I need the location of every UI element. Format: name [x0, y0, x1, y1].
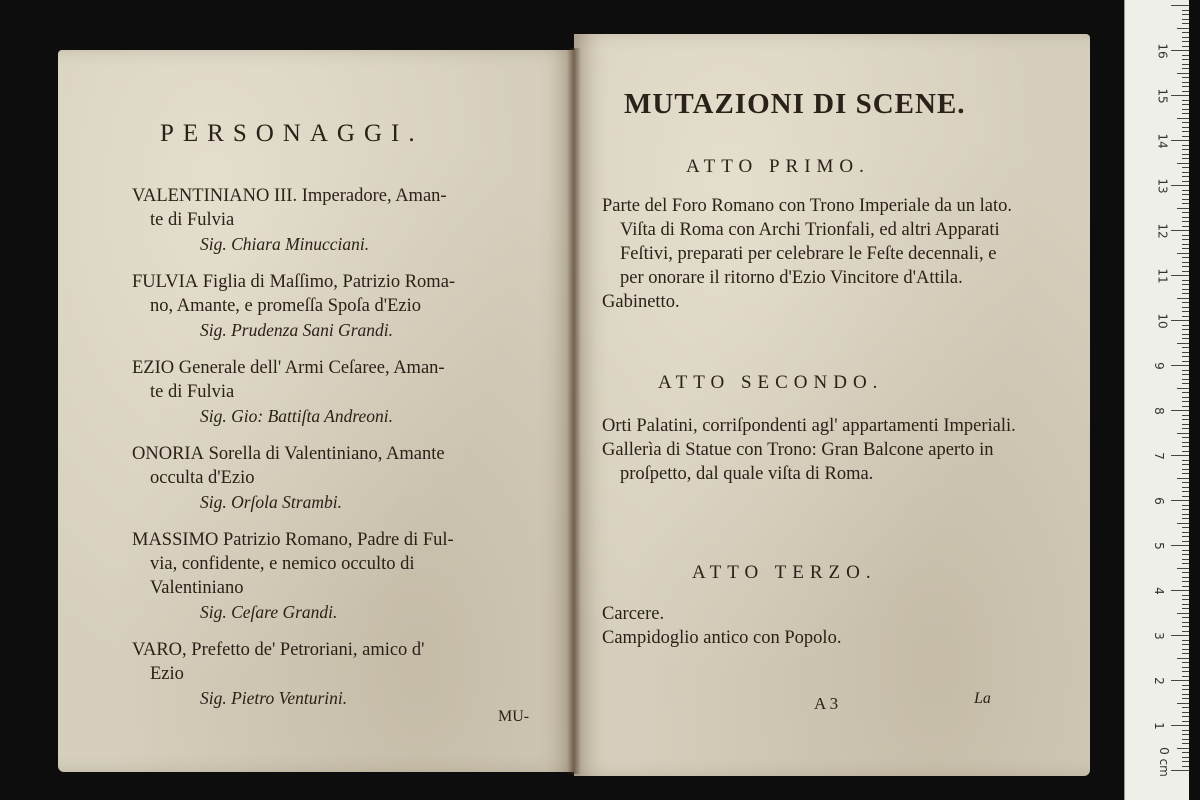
ruler-tick [1182, 541, 1189, 542]
ruler-tick [1182, 86, 1189, 87]
ruler-tick [1182, 460, 1189, 461]
ruler-tick [1182, 712, 1189, 713]
ruler-tick [1182, 640, 1189, 641]
ruler-tick [1182, 442, 1189, 443]
ruler-number: 11 [1155, 268, 1170, 284]
act-title-secondo: ATTO SECONDO. [658, 372, 884, 393]
character-description: Sorella di Valentiniano, Amante [203, 444, 445, 464]
ruler-tick [1182, 383, 1189, 384]
ruler-unit-label: 0 cm [1156, 747, 1171, 777]
ruler-tick [1171, 680, 1189, 681]
catchword: La [974, 690, 991, 707]
ruler-tick [1182, 752, 1189, 753]
ruler-tick [1182, 262, 1189, 263]
ruler-number: 2 [1151, 677, 1166, 685]
ruler-tick [1182, 698, 1189, 699]
ruler-tick [1182, 626, 1189, 627]
ruler-tick [1182, 739, 1189, 740]
ruler-tick [1182, 424, 1189, 425]
ruler-tick [1177, 28, 1189, 29]
act-title-primo: ATTO PRIMO. [686, 156, 870, 177]
ruler-tick [1182, 23, 1189, 24]
ruler-tick [1182, 235, 1189, 236]
character-description-cont: no, Amante, e promeſſa Spoſa d'Ezio [150, 296, 422, 316]
ruler-tick [1182, 685, 1189, 686]
ruler-tick [1182, 113, 1189, 114]
ruler-tick [1177, 703, 1189, 704]
ruler-tick [1182, 532, 1189, 533]
ruler-tick [1182, 464, 1189, 465]
ruler-tick [1182, 10, 1189, 11]
ruler-tick [1182, 496, 1189, 497]
ruler-tick [1182, 356, 1189, 357]
ruler-tick [1182, 244, 1189, 245]
ruler-tick [1182, 595, 1189, 596]
character-name: FULVIA [132, 272, 199, 292]
ruler-tick [1177, 433, 1189, 434]
ruler-tick [1177, 118, 1189, 119]
ruler-tick [1182, 374, 1189, 375]
ruler-tick [1182, 172, 1189, 173]
character-entry [132, 528, 552, 624]
ruler-tick [1182, 289, 1189, 290]
ruler-tick [1182, 599, 1189, 600]
character-description: Patrizio Romano, Padre di Ful- [218, 530, 454, 550]
ruler-tick [1182, 577, 1189, 578]
ruler-tick [1182, 338, 1189, 339]
ruler-tick [1182, 64, 1189, 65]
measurement-ruler [1124, 0, 1189, 800]
ruler-tick [1182, 316, 1189, 317]
ruler-tick [1182, 451, 1189, 452]
ruler-tick [1177, 658, 1189, 659]
ruler-tick [1182, 19, 1189, 20]
ruler-tick [1182, 766, 1189, 767]
page-heading-personaggi: PERSONAGGI. [160, 120, 424, 147]
right-page [574, 34, 1090, 776]
ruler-number: 14 [1155, 133, 1170, 149]
ruler-tick [1182, 586, 1189, 587]
ruler-tick [1182, 437, 1189, 438]
ruler-tick [1182, 617, 1189, 618]
ruler-tick [1177, 568, 1189, 569]
ruler-tick [1182, 131, 1189, 132]
ruler-tick [1182, 145, 1189, 146]
scene-description: Campidoglio antico con Popolo. [602, 628, 842, 648]
act-scenes-primo [602, 194, 1022, 314]
ruler-tick [1182, 676, 1189, 677]
scene-description: Parte del Foro Romano con Trono Imperiale da un lato. Viſta di Roma con Archi Trionfali, ed altri Apparati Feſtivi, preparati per celebrare le Feſte decennali, e per onorare il ritorno d'Ezio Vincitore d'Attila. [602, 196, 1013, 288]
scene-description: Carcere. [602, 604, 665, 624]
ruler-number: 13 [1155, 178, 1170, 194]
ruler-tick [1182, 154, 1189, 155]
ruler-tick [1182, 649, 1189, 650]
ruler-tick [1182, 446, 1189, 447]
ruler-tick [1182, 190, 1189, 191]
act-title-terzo: ATTO TERZO. [692, 562, 877, 583]
ruler-tick [1182, 194, 1189, 195]
ruler-tick [1182, 397, 1189, 398]
ruler-tick [1177, 748, 1189, 749]
ruler-tick [1182, 419, 1189, 420]
ruler-tick [1177, 343, 1189, 344]
ruler-tick [1182, 167, 1189, 168]
character-description-cont: Ezio [150, 664, 184, 684]
ruler-tick [1182, 622, 1189, 623]
actor-name: Sig. Prudenza Sani Grandi. [200, 320, 393, 340]
ruler-tick [1182, 671, 1189, 672]
ruler-tick [1182, 406, 1189, 407]
ruler-tick [1182, 572, 1189, 573]
ruler-tick [1171, 230, 1189, 231]
character-name: EZIO [132, 358, 175, 378]
ruler-number: 8 [1151, 407, 1166, 415]
ruler-tick [1182, 716, 1189, 717]
scene-description: Gabinetto. [602, 292, 680, 312]
ruler-tick [1182, 653, 1189, 654]
ruler-tick [1182, 761, 1189, 762]
ruler-tick [1182, 266, 1189, 267]
ruler-tick [1171, 50, 1189, 51]
character-entry [132, 270, 552, 342]
ruler-tick [1177, 73, 1189, 74]
ruler-tick [1182, 379, 1189, 380]
ruler-tick [1182, 122, 1189, 123]
ruler-tick [1177, 208, 1189, 209]
ruler-tick [1182, 221, 1189, 222]
ruler-tick [1182, 203, 1189, 204]
ruler-tick [1182, 689, 1189, 690]
actor-name: Sig. Gio: Battiſta Andreoni. [200, 406, 393, 426]
ruler-tick [1182, 284, 1189, 285]
character-entry [132, 356, 552, 428]
character-description-cont: te di Fulvia [150, 382, 235, 402]
ruler-tick [1177, 298, 1189, 299]
ruler-tick [1182, 257, 1189, 258]
page-heading-mutazioni: MUTAZIONI DI SCENE. [624, 88, 966, 120]
ruler-tick [1182, 293, 1189, 294]
ruler-tick [1182, 91, 1189, 92]
ruler-tick [1171, 590, 1189, 591]
ruler-tick [1177, 523, 1189, 524]
ruler-tick [1171, 455, 1189, 456]
ruler-tick [1182, 581, 1189, 582]
ruler-tick [1182, 361, 1189, 362]
ruler-number: 1 [1151, 722, 1166, 730]
character-entry [132, 638, 552, 710]
ruler-tick [1182, 608, 1189, 609]
ruler-tick [1182, 149, 1189, 150]
book-gutter [567, 48, 581, 774]
ruler-tick [1182, 518, 1189, 519]
ruler-tick [1182, 104, 1189, 105]
ruler-tick [1182, 352, 1189, 353]
catchword: MU- [498, 708, 530, 725]
ruler-tick [1182, 428, 1189, 429]
ruler-tick [1182, 271, 1189, 272]
character-description-cont: Valentiniano [150, 578, 244, 598]
character-name: ONORIA [132, 444, 204, 464]
ruler-tick [1182, 415, 1189, 416]
ruler-tick [1171, 770, 1189, 771]
ruler-tick [1171, 95, 1189, 96]
character-description-cont: occulta d'Ezio [150, 468, 255, 488]
ruler-tick [1182, 32, 1189, 33]
ruler-tick [1182, 302, 1189, 303]
ruler-tick [1182, 734, 1189, 735]
scene-description: Orti Palatini, corriſpondenti agl' appartamenti Imperiali. [602, 416, 1016, 436]
ruler-tick [1182, 604, 1189, 605]
ruler-tick [1182, 181, 1189, 182]
ruler-tick [1182, 743, 1189, 744]
ruler-number: 10 [1155, 313, 1170, 329]
ruler-number: 16 [1155, 43, 1170, 59]
ruler-tick [1171, 365, 1189, 366]
act-scenes-secondo [602, 414, 1022, 486]
ruler-tick [1171, 500, 1189, 501]
ruler-tick [1171, 185, 1189, 186]
ruler-number: 9 [1151, 362, 1166, 370]
character-description: III. Imperadore, Aman- [269, 186, 447, 206]
signature-mark: A 3 [814, 694, 839, 713]
ruler-tick [1182, 473, 1189, 474]
ruler-tick [1182, 311, 1189, 312]
ruler-tick [1182, 199, 1189, 200]
ruler-tick [1182, 226, 1189, 227]
ruler-number: 6 [1151, 497, 1166, 505]
ruler-tick [1182, 721, 1189, 722]
ruler-tick [1182, 757, 1189, 758]
ruler-tick [1177, 388, 1189, 389]
ruler-tick [1182, 176, 1189, 177]
ruler-tick [1182, 505, 1189, 506]
ruler-tick [1177, 163, 1189, 164]
ruler-tick [1182, 37, 1189, 38]
actor-name: Sig. Ceſare Grandi. [200, 602, 338, 622]
ruler-tick [1182, 77, 1189, 78]
character-entry [132, 442, 552, 514]
ruler-tick [1171, 5, 1189, 6]
actor-name: Sig. Orſola Strambi. [200, 492, 342, 512]
ruler-tick [1182, 212, 1189, 213]
ruler-tick [1182, 280, 1189, 281]
ruler-tick [1182, 644, 1189, 645]
ruler-tick [1182, 239, 1189, 240]
scene-description: Gallerìa di Statue con Trono: Gran Balcone aperto in proſpetto, dal quale viſta di Roma. [602, 440, 994, 484]
character-description: , Prefetto de' Petroriani, amico d' [182, 640, 425, 660]
character-description: Figlia di Maſſimo, Patrizio Roma- [198, 272, 456, 292]
ruler-tick [1182, 730, 1189, 731]
ruler-tick [1182, 136, 1189, 137]
ruler-tick [1177, 613, 1189, 614]
ruler-tick [1182, 509, 1189, 510]
ruler-tick [1182, 248, 1189, 249]
character-name: VARO [132, 640, 183, 660]
ruler-number: 7 [1151, 452, 1166, 460]
ruler-tick [1182, 14, 1189, 15]
ruler-tick [1182, 559, 1189, 560]
character-description-cont: te di Fulvia [150, 210, 235, 230]
ruler-tick [1182, 307, 1189, 308]
ruler-tick [1182, 127, 1189, 128]
ruler-tick [1171, 410, 1189, 411]
ruler-tick [1182, 325, 1189, 326]
ruler-tick [1171, 140, 1189, 141]
ruler-tick [1182, 527, 1189, 528]
ruler-tick [1182, 82, 1189, 83]
open-book [58, 34, 1090, 776]
ruler-tick [1182, 329, 1189, 330]
ruler-tick [1182, 536, 1189, 537]
left-page [58, 50, 574, 772]
character-entry [132, 184, 552, 256]
ruler-tick [1182, 46, 1189, 47]
ruler-tick [1182, 392, 1189, 393]
ruler-tick [1182, 491, 1189, 492]
ruler-tick [1171, 275, 1189, 276]
ruler-number: 3 [1151, 632, 1166, 640]
character-name: MASSIMO [132, 530, 219, 550]
ruler-tick [1182, 554, 1189, 555]
ruler-tick [1182, 334, 1189, 335]
actor-name: Sig. Pietro Venturini. [200, 688, 348, 708]
ruler-tick [1182, 550, 1189, 551]
ruler-tick [1182, 158, 1189, 159]
ruler-tick [1182, 347, 1189, 348]
ruler-tick [1171, 725, 1189, 726]
character-description-cont: via, confidente, e nemico occulto di [150, 554, 415, 574]
ruler-tick [1177, 478, 1189, 479]
ruler-tick [1182, 487, 1189, 488]
ruler-tick [1182, 631, 1189, 632]
ruler-tick [1182, 217, 1189, 218]
ruler-tick [1182, 667, 1189, 668]
actor-name: Sig. Chiara Minucciani. [200, 234, 370, 254]
ruler-tick [1182, 100, 1189, 101]
ruler-tick [1182, 41, 1189, 42]
ruler-tick [1171, 545, 1189, 546]
ruler-tick [1182, 707, 1189, 708]
ruler-tick [1182, 694, 1189, 695]
ruler-tick [1182, 514, 1189, 515]
ruler-tick [1182, 370, 1189, 371]
ruler-number: 15 [1155, 88, 1170, 104]
ruler-tick [1182, 68, 1189, 69]
ruler-tick [1182, 401, 1189, 402]
ruler-tick [1182, 563, 1189, 564]
ruler-tick [1171, 320, 1189, 321]
ruler-tick [1182, 109, 1189, 110]
ruler-tick [1171, 635, 1189, 636]
ruler-tick [1177, 253, 1189, 254]
ruler-number: 5 [1151, 542, 1166, 550]
ruler-tick [1182, 482, 1189, 483]
act-scenes-terzo [602, 602, 1022, 650]
ruler-tick [1182, 55, 1189, 56]
ruler-tick [1182, 662, 1189, 663]
character-description: Generale dell' Armi Ceſaree, Aman- [174, 358, 445, 378]
ruler-number: 4 [1151, 587, 1166, 595]
ruler-number: 12 [1155, 223, 1170, 239]
ruler-tick [1182, 59, 1189, 60]
character-name: VALENTINIANO [132, 186, 270, 206]
ruler-tick [1182, 469, 1189, 470]
